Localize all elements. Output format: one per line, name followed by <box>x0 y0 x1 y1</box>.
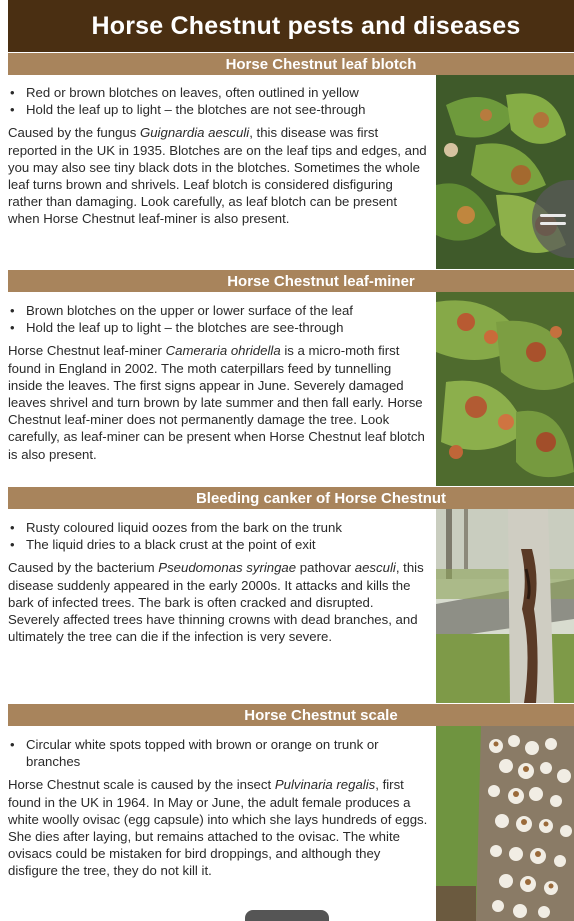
symptom-list <box>8 302 428 336</box>
list-item: • The liquid dries to a black crust at the point of exit <box>8 536 428 553</box>
page-title: Horse Chestnut pests and diseases <box>91 11 521 40</box>
section-title: Horse Chestnut scale <box>244 706 398 724</box>
bottom-pull-tab[interactable] <box>245 910 329 921</box>
scale-insect-photo <box>436 726 574 921</box>
section-text <box>8 519 428 645</box>
page-header <box>8 0 574 52</box>
section-title-bar <box>8 487 574 509</box>
section-title-bar <box>8 270 574 292</box>
leaf-miner-photo <box>436 292 574 486</box>
description-paragraph: Horse Chestnut scale is caused by the insect Pulvinaria regalis, first found in the UK in 1964. In May or June, the adult female produces a white woolly ovisac (egg capsule) into which she lays hundreds of eggs. She dies after laying, but remains attached to the ovisac. The white ovisacs could be mistaken for bird droppings, and although they disfigure the tree, they do not kill it. <box>8 777 428 879</box>
symptom-list <box>8 519 428 553</box>
section-scale <box>8 704 574 921</box>
bleeding-canker-photo <box>436 509 574 703</box>
symptom-list <box>8 84 428 118</box>
section-leaf-blotch <box>8 53 574 269</box>
list-item: • Brown blotches on the upper or lower surface of the leaf <box>8 302 428 319</box>
section-leaf-miner <box>8 270 574 486</box>
list-item: • Red or brown blotches on leaves, often outlined in yellow <box>8 84 428 101</box>
menu-icon <box>540 209 566 230</box>
section-title: Bleeding canker of Horse Chestnut <box>195 489 447 507</box>
description-paragraph: Caused by the fungus Guignardia aesculi, this disease was first reported in the UK in 1935. Blotches are on the leaf tips and edges, and you may also see tiny black dots in the blotches. Sometimes the whole leaf turns brown and shrivels. Leaf blotch is considered disfiguring rather than damaging. Look carefully, as leaf blotch can be present when Horse Chestnut leaf-miner is also present. <box>8 125 427 227</box>
section-title-bar <box>8 704 574 726</box>
section-text <box>8 736 428 880</box>
list-item: • Circular white spots topped with brown or orange on trunk or branches <box>8 736 428 770</box>
description-paragraph: Horse Chestnut leaf-miner Cameraria ohridella is a micro-moth first found in England in 2002. The moth caterpillars feed by tunnelling inside the leaves. The first signs appear in June. Severely damaged leaves shrivel and turn brown by late summer and then fall early. Horse Chestnut leaf-miner does not permanently damage the tree. Look carefully, as leaf-miner can be present when Horse Chestnut leaf blotch is also present. <box>8 343 425 462</box>
description-paragraph: Caused by the bacterium Pseudomonas syringae pathovar aesculi, this disease suddenly appeared in the early 2000s. It attacks and kills the bark of infected trees. The bark is often cracked and disrupted. Severely affected trees have thinning crowns with dead branches, and ultimately the tree can die if the infection is very severe. <box>8 560 424 645</box>
list-item: • Hold the leaf up to light – the blotches are see-through <box>8 319 428 336</box>
section-text <box>8 84 428 228</box>
section-title: Horse Chestnut leaf blotch <box>225 55 417 73</box>
section-title: Horse Chestnut leaf-miner <box>227 272 415 290</box>
list-item: • Hold the leaf up to light – the blotches are not see-through <box>8 101 428 118</box>
section-bleeding-canker <box>8 487 574 703</box>
section-title-bar <box>8 53 574 75</box>
list-item: • Rusty coloured liquid oozes from the bark on the trunk <box>8 519 428 536</box>
symptom-list <box>8 736 428 770</box>
section-text <box>8 302 428 463</box>
